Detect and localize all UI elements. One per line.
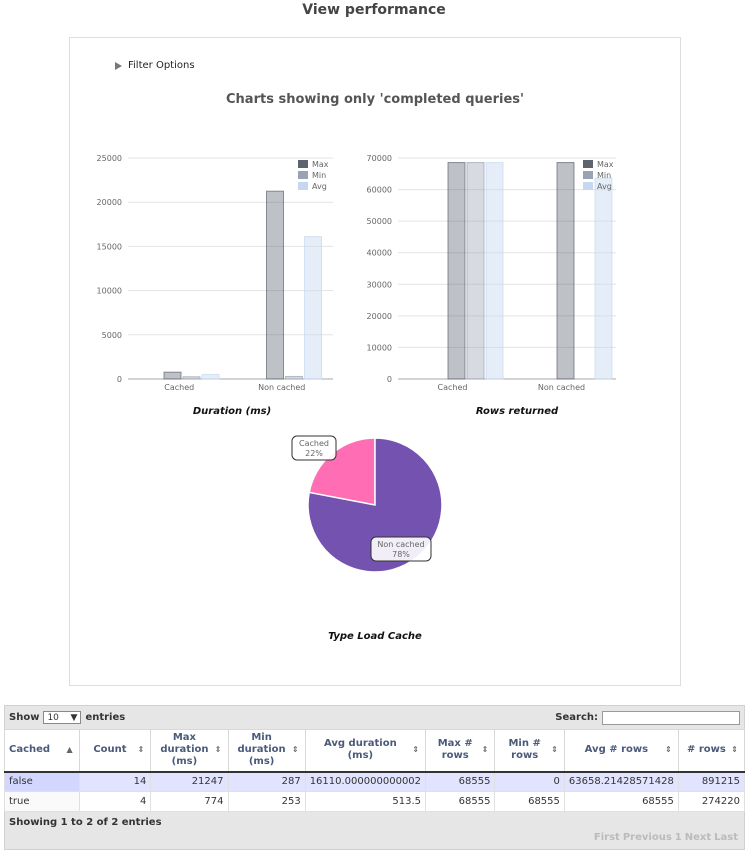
entries-label: entries — [85, 712, 126, 723]
bar-max-1[interactable] — [267, 191, 284, 379]
legend-label-min: Min — [597, 171, 612, 180]
pie-chart-caption: Type Load Cache — [328, 631, 422, 642]
y-tick-label: 20000 — [366, 311, 392, 321]
x-tick-label: Non cached — [537, 383, 586, 392]
search-input[interactable] — [602, 711, 740, 725]
search-control — [555, 711, 740, 725]
triangle-right-icon — [115, 62, 122, 70]
column-header-label: Min # rows — [508, 738, 541, 762]
bar-avg-0[interactable] — [486, 163, 503, 379]
bar-avg-1[interactable] — [595, 178, 612, 379]
y-tick-label: 10000 — [96, 286, 122, 296]
table-cell: 891215 — [678, 772, 744, 792]
bar-max-1[interactable] — [557, 163, 574, 379]
page-title: View performance — [302, 2, 446, 18]
filter-options-toggle[interactable] — [115, 60, 195, 71]
legend-swatch-max — [583, 160, 593, 168]
table-cell: 68555 — [426, 772, 495, 792]
legend-swatch-avg — [298, 182, 308, 190]
column-header-label: Max # rows — [437, 738, 473, 762]
table-cell: 4 — [79, 792, 151, 812]
sort-both-icon: ⇕ — [214, 745, 222, 755]
column-header-2[interactable] — [151, 730, 228, 772]
legend-label-max: Max — [312, 160, 329, 169]
cache-pie-chart — [290, 431, 470, 581]
legend-swatch-min — [583, 171, 593, 179]
column-header-0[interactable] — [5, 730, 80, 772]
duration-chart — [90, 148, 330, 398]
table-cell: 68555 — [426, 792, 495, 812]
y-tick-label: 5000 — [101, 330, 122, 340]
column-header-7[interactable] — [564, 730, 678, 772]
column-header-3[interactable] — [228, 730, 305, 772]
column-header-1[interactable] — [79, 730, 151, 772]
x-tick-label: Cached — [437, 383, 468, 392]
column-header-label: Cached — [9, 744, 51, 756]
bar-avg-1[interactable] — [305, 237, 322, 379]
rows-chart — [366, 148, 630, 398]
table-cell: 253 — [228, 792, 305, 812]
pagination — [594, 832, 738, 843]
legend-label-avg: Avg — [312, 182, 327, 191]
column-header-label: # rows — [687, 744, 726, 756]
pie-label-name: Non cached — [377, 540, 425, 549]
column-header-label: Avg duration (ms) — [324, 738, 397, 762]
table-cell: 287 — [228, 772, 305, 792]
legend-label-avg: Avg — [597, 182, 612, 191]
bar-max-0[interactable] — [448, 163, 465, 379]
sort-both-icon: ⇕ — [291, 745, 299, 755]
sort-both-icon: ⇕ — [551, 745, 558, 755]
pager-last[interactable]: Last — [714, 832, 738, 843]
charts-panel — [69, 37, 681, 686]
y-tick-label: 15000 — [96, 242, 122, 252]
sort-asc-icon: ▲ — [66, 745, 73, 755]
x-tick-label: Non cached — [258, 383, 306, 392]
pie-label-value: 78% — [392, 550, 410, 559]
charts-title: Charts showing only 'completed queries' — [226, 92, 524, 107]
pie-label-value: 22% — [305, 449, 323, 458]
bar-max-0[interactable] — [164, 372, 181, 379]
column-header-8[interactable] — [678, 730, 744, 772]
y-tick-label: 60000 — [366, 185, 392, 195]
table-cell: 513.5 — [305, 792, 425, 812]
sort-both-icon: ⇕ — [665, 745, 672, 755]
bar-min-0[interactable] — [183, 377, 200, 379]
legend-swatch-avg — [583, 182, 593, 190]
x-tick-label: Cached — [164, 383, 195, 392]
length-control — [9, 711, 125, 724]
table-cell: 0 — [495, 772, 564, 792]
bar-min-0[interactable] — [467, 163, 484, 379]
bar-min-1[interactable] — [286, 376, 303, 379]
y-tick-label: 25000 — [96, 154, 122, 163]
entries-select-value: 10 — [47, 712, 59, 723]
performance-table — [4, 729, 745, 812]
y-tick-label: 10000 — [366, 343, 392, 353]
sort-both-icon: ⇕ — [481, 745, 489, 755]
column-header-5[interactable] — [426, 730, 495, 772]
y-tick-label: 0 — [386, 375, 392, 384]
table-cell: false — [5, 772, 80, 792]
y-tick-label: 50000 — [366, 217, 392, 227]
pie-label-name: Cached — [299, 439, 329, 448]
pager-first[interactable]: First — [593, 832, 620, 843]
column-header-label: Max duration (ms) — [160, 732, 209, 768]
caret-down-icon: ▼ — [70, 712, 78, 723]
column-header-label: Avg # rows — [584, 744, 649, 756]
y-tick-label: 70000 — [366, 154, 392, 163]
show-label: Show — [9, 712, 40, 723]
column-header-4[interactable] — [305, 730, 425, 772]
column-header-6[interactable] — [495, 730, 564, 772]
filter-options-label: Filter Options — [128, 60, 195, 71]
y-tick-label: 30000 — [366, 280, 392, 290]
duration-chart-caption: Duration (ms) — [192, 406, 272, 417]
table-row[interactable] — [5, 792, 745, 812]
bar-avg-0[interactable] — [202, 374, 219, 379]
table-cell: 774 — [151, 792, 228, 812]
data-table-wrapper — [4, 705, 745, 858]
y-tick-label: 40000 — [366, 248, 392, 258]
table-row[interactable] — [5, 772, 745, 792]
entries-select[interactable] — [43, 711, 81, 724]
pager-previous[interactable]: Previous — [622, 832, 672, 843]
column-header-label: Count — [93, 744, 127, 756]
legend-label-min: Min — [312, 171, 327, 180]
table-cell: 274220 — [678, 792, 744, 812]
column-header-label: Min duration (ms) — [237, 732, 286, 768]
y-tick-label: 0 — [116, 375, 122, 384]
table-toolbar — [4, 705, 745, 729]
legend-swatch-max — [298, 160, 308, 168]
table-cell: 14 — [79, 772, 151, 792]
sort-both-icon: ⇕ — [137, 745, 145, 755]
pager-next[interactable]: Next — [684, 832, 712, 843]
sort-both-icon: ⇕ — [412, 745, 420, 755]
table-header-row — [5, 730, 745, 772]
table-cell: 63658.21428571428 — [564, 772, 678, 792]
table-cell: 21247 — [151, 772, 228, 792]
table-info: Showing 1 to 2 of 2 entries — [9, 817, 162, 828]
table-cell: 68555 — [564, 792, 678, 812]
legend-swatch-min — [298, 171, 308, 179]
table-cell: 68555 — [495, 792, 564, 812]
pager-page-1[interactable]: 1 — [674, 832, 682, 843]
table-footer — [4, 812, 745, 850]
rows-chart-caption: Rows returned — [475, 406, 559, 417]
search-label: Search: — [555, 712, 598, 723]
sort-both-icon: ⇕ — [731, 745, 738, 755]
y-tick-label: 20000 — [96, 198, 122, 208]
legend-label-max: Max — [597, 160, 614, 169]
table-cell: 16110.000000000002 — [305, 772, 425, 792]
table-cell: true — [5, 792, 80, 812]
